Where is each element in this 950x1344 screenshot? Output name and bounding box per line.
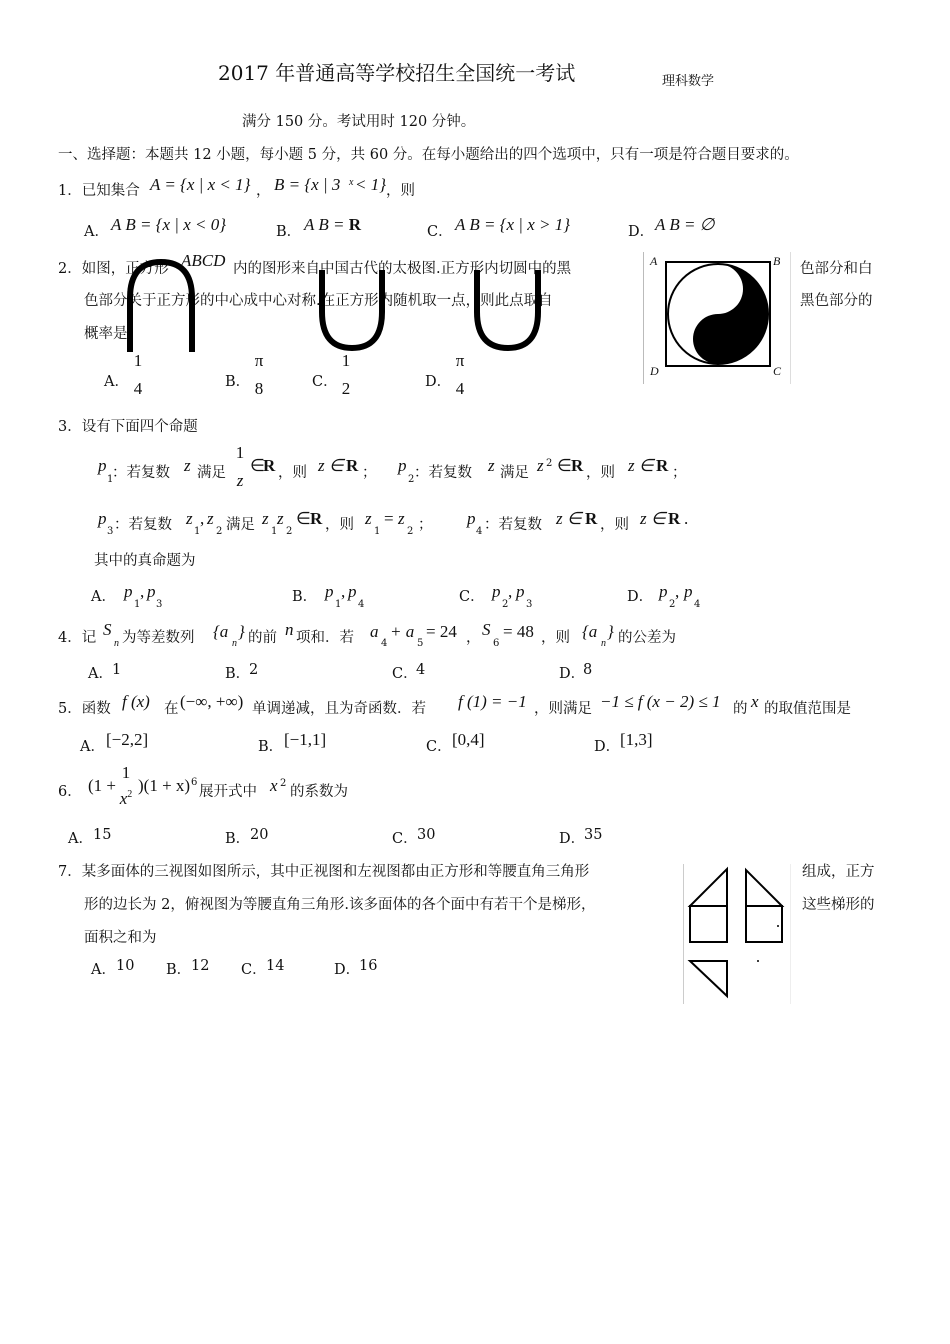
q6-x2-exp: 2: [280, 778, 287, 789]
p4-real2: R: [668, 509, 681, 528]
q3-option-b-p: p: [325, 582, 334, 601]
q3-stem: 3．设有下面四个命题: [58, 419, 198, 435]
q3-option-b-s2: 4: [358, 599, 365, 610]
q5-cond: f (1) = −1: [458, 692, 527, 711]
q4-S6: S: [482, 620, 491, 639]
q5-d: ，则满足: [534, 701, 592, 717]
q2-option-a-den: 4: [133, 379, 143, 398]
p1-text3: ，则: [278, 465, 307, 481]
q7-option-c-letter: C．: [241, 962, 267, 978]
p4-concl: z ∈: [640, 509, 666, 528]
q5-option-b: [−1,1]: [284, 730, 327, 749]
q4-option-b-letter: B．: [225, 666, 251, 682]
q7-option-a: 10: [116, 958, 135, 974]
p3-eq-z1: z: [365, 509, 372, 528]
q4-a5: + a: [390, 622, 415, 641]
p1-sub: 1: [107, 474, 114, 485]
q2-option-d-letter: D．: [425, 374, 452, 390]
p1-frac-den: z: [236, 471, 244, 490]
q4-S6-sub: 6: [493, 638, 500, 649]
q4-e: ，则: [541, 630, 570, 646]
q2-line1c: 色部分和白: [800, 261, 873, 277]
q6-num: 1: [121, 763, 131, 782]
q3-option-b-s1: 1: [335, 599, 342, 610]
q1-option-d: A B = ∅: [655, 215, 715, 234]
q4-seq-n: n: [232, 638, 237, 649]
p4-sub: 4: [476, 526, 483, 537]
p2-end: ；: [672, 465, 687, 481]
p3-prod-1: 1: [271, 526, 278, 537]
q3-option-b-q: p: [348, 582, 357, 601]
p1-frac-num: 1: [235, 443, 245, 462]
p3-real: R: [310, 509, 323, 528]
q2-line2b: 黑色部分的: [800, 293, 873, 309]
q4-a5-sub: 5: [417, 638, 424, 649]
q2-option-b-letter: B．: [225, 374, 251, 390]
q3-option-c-q: p: [516, 582, 525, 601]
p2-real: R: [571, 456, 584, 475]
q4-seq-close: }: [238, 622, 245, 641]
q4-option-d-letter: D．: [559, 666, 586, 682]
q6-b: 展开式中: [199, 784, 257, 800]
p1-symbol: p: [98, 456, 107, 475]
p3-z2: z: [207, 509, 214, 528]
corner-c: C: [773, 364, 782, 378]
p1-real: R: [263, 456, 276, 475]
q6-option-b-letter: B．: [225, 831, 251, 847]
q6-option-d-letter: D．: [559, 831, 586, 847]
q3-option-a-s2: 3: [156, 599, 163, 610]
subject-label: 理科数学: [662, 74, 715, 89]
q6-x2: x: [270, 776, 278, 795]
p3-z1: z: [186, 509, 193, 528]
p3-text2: 满足: [226, 517, 255, 533]
q2-option-d-den: 4: [455, 379, 465, 398]
q6-p1: (1 +: [88, 776, 116, 795]
corner-d: D: [650, 364, 659, 378]
q5-option-d-letter: D．: [594, 739, 621, 755]
q7-option-d-letter: D．: [334, 962, 361, 978]
q4-n: n: [285, 620, 294, 639]
three-view-diagram: [684, 864, 790, 1004]
q2-line2a: 色部分关于正方形的中心成中心对称.在正方形内随机取一点，则此点取自: [84, 293, 553, 309]
p1-in: ∈: [250, 456, 265, 475]
q3-option-c-comma: ,: [508, 582, 513, 601]
q3-option-a-letter: A．: [91, 589, 116, 605]
p3-z1-sub: 1: [194, 526, 201, 537]
p2-real2: R: [656, 456, 669, 475]
q5-a: 5．函数: [58, 701, 111, 717]
q2-option-c-fraction: [336, 351, 356, 399]
q4-d: 项和．若: [296, 630, 354, 646]
q7-line3: 面积之和为: [84, 930, 157, 946]
q7-line1a: 7．某多面体的三视图如图所示，其中正视图和左视图都由正方形和等腰直角三角形: [58, 864, 590, 880]
q6-option-a-letter: A．: [68, 831, 93, 847]
q3-ask: 其中的真命题为: [94, 553, 196, 569]
q6-option-d: 35: [584, 827, 603, 843]
p4-text1: ：若复数: [484, 517, 542, 533]
q4-seq: {a: [213, 622, 229, 641]
q2-option-a-letter: A．: [104, 374, 129, 390]
q7-line2b: 这些梯形的: [802, 897, 875, 913]
q4-comma: ，: [466, 630, 481, 646]
page-title: 2017 年普通高等学校招生全国统一考试: [218, 61, 576, 85]
p3-prod-z2: z: [277, 509, 284, 528]
q6-c: 的系数为: [290, 784, 348, 800]
q7-line1b: 组成，正方: [802, 864, 875, 880]
p2-z2: z: [537, 456, 544, 475]
q4-seq2-close: }: [607, 622, 614, 641]
q1-option-a-letter: A．: [84, 224, 109, 240]
q2-option-b-num: π: [254, 351, 264, 370]
p3-eq-1: 1: [374, 526, 381, 537]
q4-option-a: 1: [112, 662, 122, 678]
q3-option-a-p: p: [124, 582, 133, 601]
q6-option-c-letter: C．: [392, 831, 418, 847]
q1-option-b-real: R: [348, 215, 361, 234]
q6-option-b: 20: [250, 827, 269, 843]
q7-line2a: 形的边长为 2，俯视图为等腰直角三角形.该多面体的各个面中有若干个是梯形，: [84, 897, 596, 913]
p2-z: z: [488, 456, 495, 475]
p2-symbol: p: [398, 456, 407, 475]
q2-option-a-num: 1: [133, 351, 143, 370]
p1-text2: 满足: [197, 465, 226, 481]
q4-S-n: n: [114, 638, 119, 649]
p4-symbol: p: [467, 509, 476, 528]
q3-option-d-letter: D．: [627, 589, 654, 605]
p3-prod-2: 2: [286, 526, 293, 537]
q5-x: x: [751, 692, 759, 711]
q5-option-a: [−2,2]: [106, 730, 149, 749]
taiji-figure: [643, 252, 791, 384]
q4-c: 的前: [248, 630, 277, 646]
q3-option-a-q: p: [147, 582, 156, 601]
q5-option-d: [1,3]: [620, 730, 653, 749]
q7-option-d: 16: [359, 958, 378, 974]
p3-in: ∈: [296, 509, 311, 528]
q2-option-b-fraction: [249, 351, 269, 399]
q3-option-a-comma: ,: [140, 582, 145, 601]
q7-option-c: 14: [266, 958, 285, 974]
q4-eq48: = 48: [503, 622, 534, 641]
q4-a: 4．记: [58, 630, 97, 646]
q3-option-c-s2: 3: [526, 599, 533, 610]
q6-fraction: [115, 763, 137, 809]
q4-option-b: 2: [249, 662, 259, 678]
three-view-figure: [683, 864, 791, 1004]
p3-prod-z1: z: [262, 509, 269, 528]
q3-option-a-s1: 1: [134, 599, 141, 610]
p2-in: ∈: [557, 456, 572, 475]
p3-comma: ,: [200, 509, 205, 528]
q4-option-a-letter: A．: [88, 666, 113, 682]
q1-set-a: A = {x | x < 1}: [150, 175, 251, 194]
q5-option-c-letter: C．: [426, 739, 452, 755]
p3-z2-sub: 2: [216, 526, 223, 537]
q2-option-c-letter: C．: [312, 374, 338, 390]
p2-sub: 2: [408, 474, 415, 485]
q1-stem: 1．已知集合: [58, 183, 140, 199]
q1-option-a: A B = {x | x < 0}: [111, 215, 227, 234]
q4-eq24: = 24: [426, 622, 457, 641]
q5-option-c: [0,4]: [452, 730, 485, 749]
q3-option-c-p: p: [492, 582, 501, 601]
section-intro: 一、选择题：本题共 12 小题，每小题 5 分，共 60 分。在每小题给出的四个选项中，只有一项是符合题目要求的。: [58, 147, 799, 163]
q2-abcd: ABCD: [181, 251, 226, 270]
p1-text1: ：若复数: [112, 465, 170, 481]
q6-den-wrap: [115, 789, 137, 809]
p3-eq-z2: z: [398, 509, 405, 528]
q4-seq2-n: n: [601, 638, 606, 649]
q5-b: 在: [164, 701, 179, 717]
q5-option-b-letter: B．: [258, 739, 284, 755]
q2-option-c-den: 2: [341, 379, 351, 398]
q2-option-c-num: 1: [341, 351, 351, 370]
p2-concl: z ∈: [628, 456, 654, 475]
p2-text2: 满足: [500, 465, 529, 481]
q1-option-d-letter: D．: [628, 224, 655, 240]
q3-option-d-q: p: [684, 582, 693, 601]
q5-c: 单调递减，且为奇函数．若: [252, 701, 426, 717]
p1-real2: R: [346, 456, 359, 475]
p3-text1: ：若复数: [114, 517, 172, 533]
q4-a4: a: [370, 622, 379, 641]
q5-fx: f (x): [122, 692, 150, 711]
q3-option-d-p: p: [659, 582, 668, 601]
q1-set-b: B = {x | 3: [274, 175, 341, 194]
q7-option-a-letter: A．: [91, 962, 116, 978]
q3-option-c-letter: C．: [459, 589, 485, 605]
q7-option-b: 12: [191, 958, 210, 974]
p3-end: ；: [418, 517, 433, 533]
q4-f: 的公差为: [618, 630, 676, 646]
q1-option-c: A B = {x | x > 1}: [455, 215, 571, 234]
p3-symbol: p: [98, 509, 107, 528]
q6-option-c: 30: [417, 827, 436, 843]
q6-a: 6．: [58, 784, 82, 800]
q1-set-b-end: < 1}: [355, 175, 387, 194]
q1-comma: ，: [256, 183, 271, 199]
q7-option-b-letter: B．: [166, 962, 192, 978]
q4-seq2: {a: [582, 622, 598, 641]
p4-real: R: [585, 509, 598, 528]
page-subtitle: 满分 150 分。考试用时 120 分钟。: [242, 114, 476, 130]
p3-eq: =: [384, 509, 394, 528]
q4-a4-sub: 4: [381, 638, 388, 649]
q5-ineq: −1 ≤ f (x − 2) ≤ 1: [600, 692, 721, 711]
q6-den: x: [119, 789, 128, 808]
p2-text3: ，则: [586, 465, 615, 481]
q2-option-d-fraction: [450, 351, 470, 399]
q6-exp: 6: [191, 777, 198, 788]
q3-option-b-letter: B．: [292, 589, 318, 605]
q2-line3: 概率是: [84, 326, 128, 342]
q2-line1b: 内的图形来自中国古代的太极图.正方形内切圆中的黑: [233, 261, 572, 277]
q3-option-d-s2: 4: [694, 599, 701, 610]
p3-eq-2: 2: [407, 526, 414, 537]
q1-option-b: [304, 215, 361, 235]
q3-option-d-comma: ,: [675, 582, 680, 601]
p4-text2: ，则: [600, 517, 629, 533]
q4-S: S: [103, 620, 112, 639]
p3-sub: 3: [107, 526, 114, 537]
q1-option-b-letter: B．: [276, 224, 302, 240]
q5-e: 的: [733, 701, 748, 717]
q1-then: ，则: [386, 183, 415, 199]
q2-option-b-den: 8: [254, 379, 264, 398]
q5-f: 的取值范围是: [764, 701, 851, 717]
q3-option-b-comma: ,: [341, 582, 346, 601]
p1-z: z: [184, 456, 191, 475]
q1-option-c-letter: C．: [427, 224, 453, 240]
q6-p2: )(1 + x): [138, 776, 191, 795]
q1-set-b-exp: x: [349, 177, 354, 188]
taiji-diagram: [644, 252, 790, 384]
q5-option-a-letter: A．: [80, 739, 105, 755]
corner-b: B: [773, 254, 781, 268]
p1-fraction: [233, 443, 247, 491]
q4-option-c: 4: [416, 662, 426, 678]
q5-interval: (−∞, +∞): [180, 692, 244, 711]
p1-concl: z ∈: [318, 456, 344, 475]
p4-end: .: [684, 509, 689, 528]
q3-option-d-s1: 2: [669, 599, 676, 610]
q6-option-a: 15: [93, 827, 112, 843]
p2-text1: ：若复数: [414, 465, 472, 481]
q4-b: 为等差数列: [122, 630, 195, 646]
q4-option-d: 8: [583, 662, 593, 678]
q3-option-c-s1: 2: [502, 599, 509, 610]
corner-a: A: [650, 254, 658, 268]
q2-option-d-num: π: [455, 351, 465, 370]
q2-option-a-fraction: [128, 351, 148, 399]
p3-text3: ，则: [325, 517, 354, 533]
q2-line1a: 2．如图，正方形: [58, 261, 169, 277]
q1-option-b-math: A B =: [304, 215, 349, 234]
p2-exp: 2: [546, 458, 553, 469]
q6-den-exp: 2: [127, 789, 133, 800]
p4-cond: z ∈: [556, 509, 582, 528]
p1-end: ；: [362, 465, 377, 481]
q4-option-c-letter: C．: [392, 666, 418, 682]
